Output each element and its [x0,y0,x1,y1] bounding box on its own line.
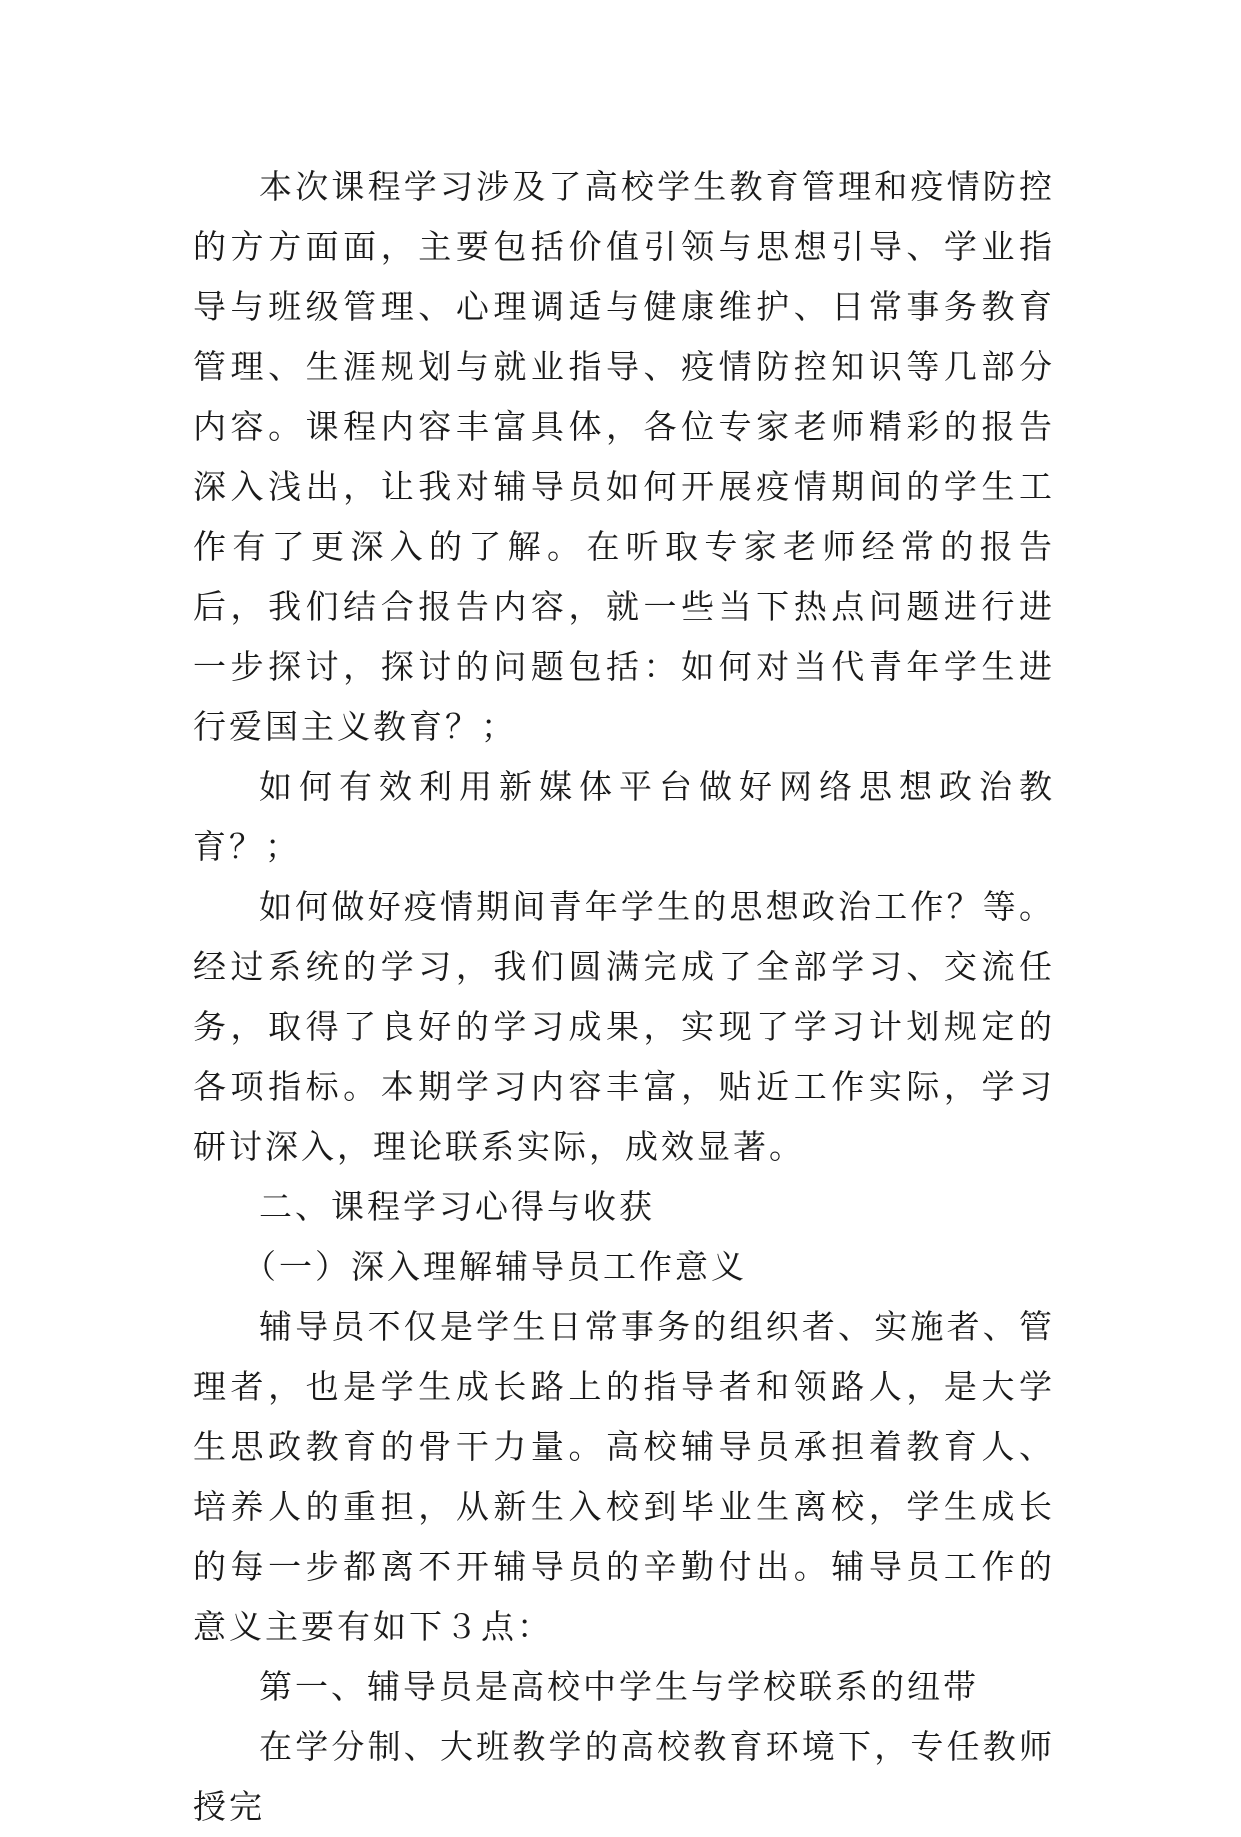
document-body [193,157,1055,1837]
paragraph-course-overview: 本次课程学习涉及了高校学生教育管理和疫情防控的方方面面，主要包括价值引领与思想引导、学业指导与班级管理、心理调适与健康维护、日常事务教育管理、生涯规划与就业指导、疫情防控知识等几部分内容。课程内容丰富具体，各位专家老师精彩的报告深入浅出，让我对辅导员如何开展疫情期间的学生工作有了更深入的了解。在听取专家老师经常的报告后，我们结合报告内容，就一些当下热点问题进行进一步探讨，探讨的问题包括：如何对当代青年学生进行爱国主义教育？； [193,167,1055,746]
paragraph-new-media-question: 如何有效利用新媒体平台做好网络思想政治教育？； [193,767,1055,866]
paragraph-point-one: 第一、辅导员是高校中学生与学校联系的纽带 [259,1667,979,1706]
paragraph-pandemic-work-question: 如何做好疫情期间青年学生的思想政治工作？等。经过系统的学习，我们圆满完成了全部学习、交流任务，取得了良好的学习成果，实现了学习计划规定的各项指标。本期学习内容丰富，贴近工作实际，学习研讨深入，理论联系实际，成效显著。 [193,887,1055,1166]
paragraph-counselor-role: 辅导员不仅是学生日常事务的组织者、实施者、管理者，也是学生成长路上的指导者和领路人，是大学生思政教育的骨干力量。高校辅导员承担着教育人、培养人的重担，从新生入校到毕业生离校，学生成长的每一步都离不开辅导员的辛勤付出。辅导员工作的意义主要有如下３点： [193,1307,1055,1646]
section-heading: 二、课程学习心得与收获 [259,1187,655,1226]
paragraph-credit-system: 在学分制、大班教学的高校教育环境下，专任教师授完 [193,1727,1055,1826]
subsection-heading: （一）深入理解辅导员工作意义 [243,1247,747,1286]
